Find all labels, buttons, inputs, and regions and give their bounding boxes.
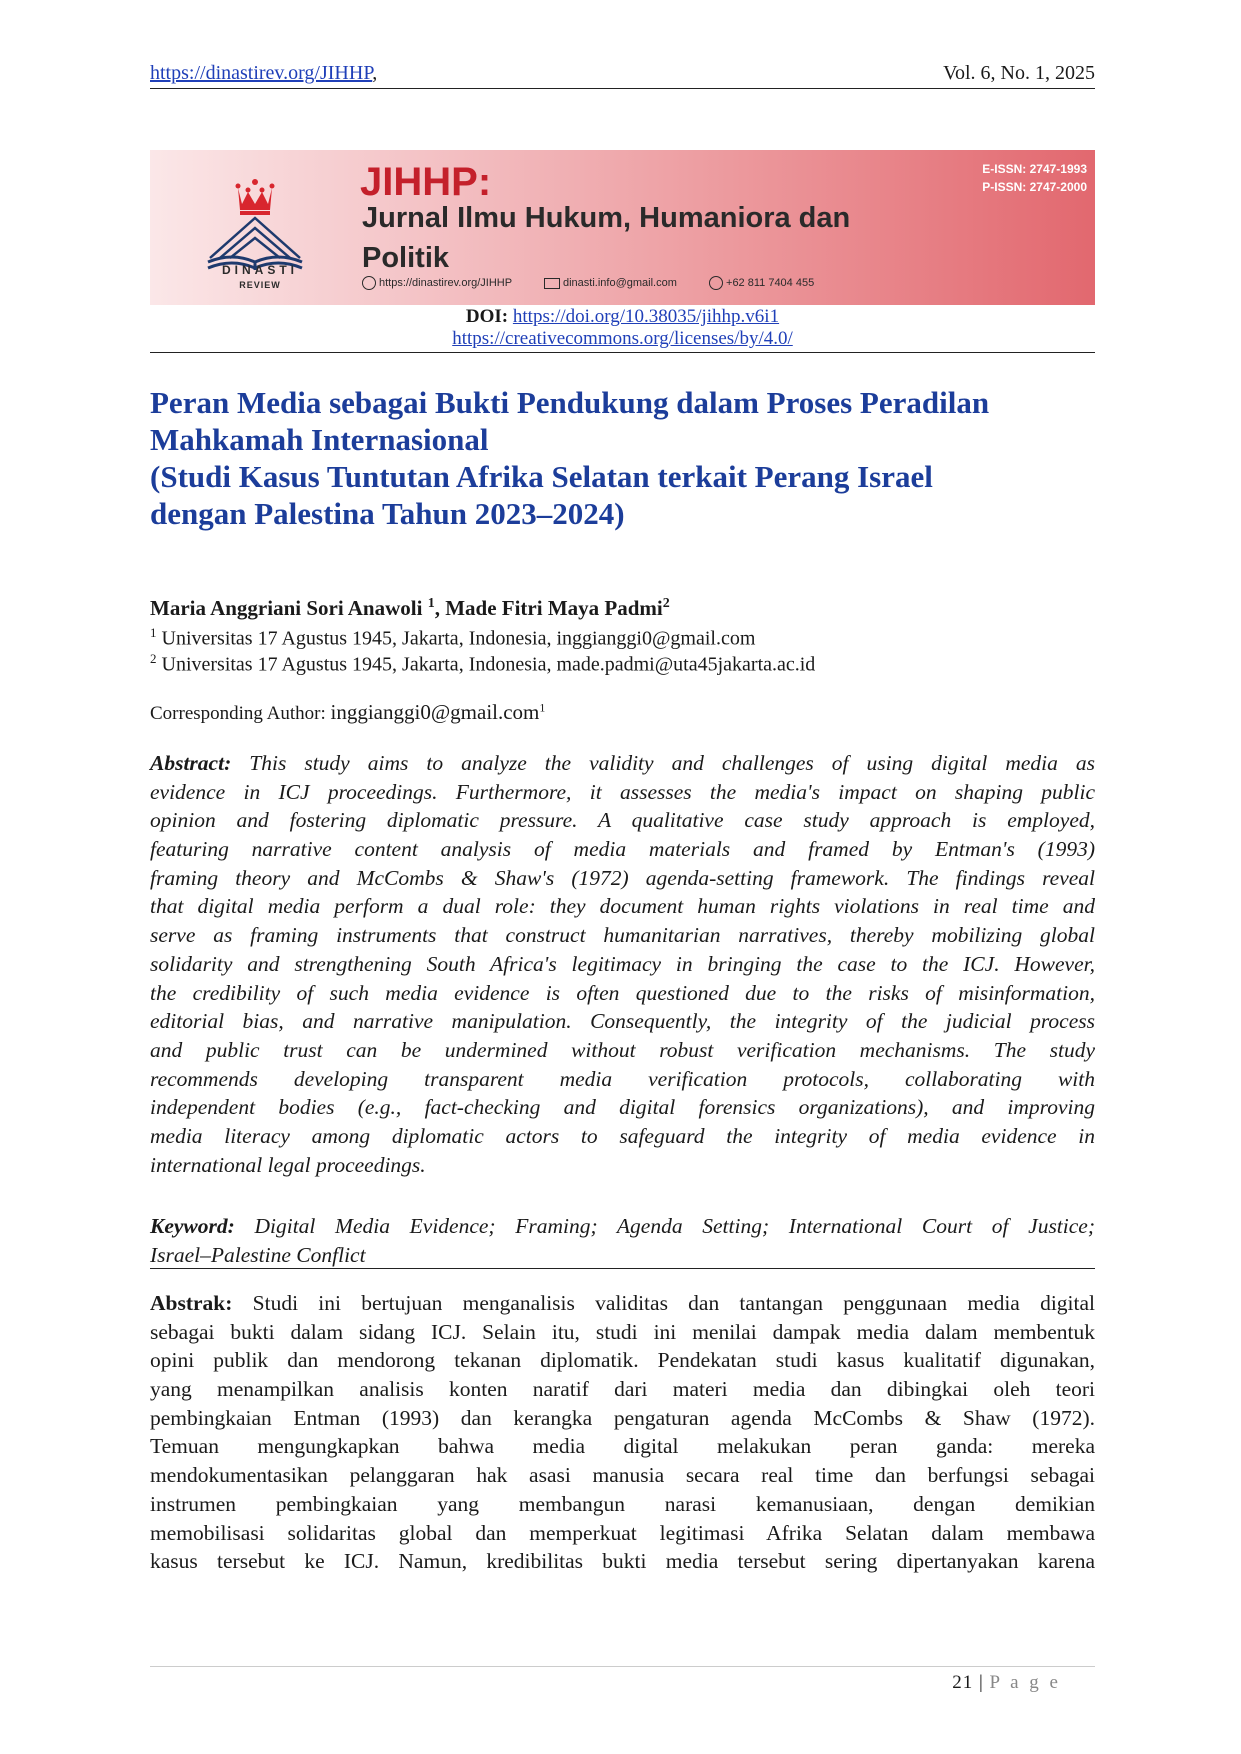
affiliation-text: Universitas 17 Agustus 1945, Jakarta, Indonesia, made.padmi@uta45jakarta.ac.id (161, 653, 816, 676)
abstrak-line: yang menampilkan analisis konten naratif dari materi media dan dibingkai oleh teori (150, 1377, 1095, 1402)
abstract-line: the credibility of such media evidence is often questioned due to the risks of misinformation, (150, 980, 1095, 1005)
phone-text: +62 811 7404 455 (726, 276, 815, 289)
mail-icon (544, 278, 560, 289)
page-label: P a g e (989, 1672, 1061, 1693)
running-header (150, 60, 1095, 89)
doi-divider (150, 352, 1095, 353)
abstract-id (150, 1289, 1095, 1576)
abstract-line: and public trust can be undermined without robust verification mechanisms. The study (150, 1037, 1095, 1062)
journal-url-line (150, 62, 377, 85)
doi-label: DOI: (465, 306, 509, 327)
globe-icon (362, 276, 376, 290)
journal-url-suffix: , (372, 62, 378, 84)
abstrak-text: Studi ini bertujuan menganalisis validitas dan tantangan penggunaan media digital (252, 1291, 1096, 1315)
journal-banner (150, 150, 1095, 305)
issn-block (982, 160, 1087, 196)
abstract-text: This study aims to analyze the validity and challenges of using digital media as (249, 751, 1095, 775)
brand-name: DINASTI (222, 263, 298, 277)
affiliation-sup: 2 (150, 651, 157, 666)
journal-full-name: Jurnal Ilmu Hukum, Humaniora dan Politik (362, 202, 851, 274)
author-list (150, 596, 670, 621)
website-text: https://dinastirev.org/JIHHP (379, 276, 512, 289)
corresponding-label: Corresponding Author: (150, 703, 326, 724)
affiliation-sup: 1 (150, 625, 157, 640)
abstract-line: evidence in ICJ proceedings. Furthermore, it assesses the media's impact on shaping public (150, 779, 1095, 804)
title-line: Mahkamah Internasional (150, 422, 489, 457)
affiliation-text: Universitas 17 Agustus 1945, Jakarta, Indonesia, inggianggi0@gmail.com (161, 627, 756, 650)
title-line: dengan Palestina Tahun 2023–2024) (150, 496, 625, 531)
abstrak-line: opini publik dan mendorong tekanan diplomatik. Pendekatan studi kasus kualitatif digunakan, (150, 1348, 1095, 1373)
title-line: Peran Media sebagai Bukti Pendukung dalam Proses Peradilan (150, 385, 990, 420)
author-sup: 2 (662, 596, 670, 611)
journal-short-name: JIHHP: (360, 160, 492, 204)
footer-divider (150, 1666, 1095, 1667)
paper-title (150, 384, 1095, 532)
abstrak-line: instrumen pembingkaian yang membangun narasi kemanusiaan, dengan demikian (150, 1491, 1095, 1516)
abstract-line: independent bodies (e.g., fact-checking and digital forensics organizations), and improving (150, 1095, 1095, 1120)
abstrak-line: Temuan mengungkapkan bahwa media digital melakukan peran ganda: mereka (150, 1434, 1095, 1459)
title-line: (Studi Kasus Tuntutan Afrika Selatan terkait Perang Israel (150, 459, 933, 494)
abstract-line (150, 749, 1095, 778)
abstract-line: solidarity and strengthening South Africa's legitimacy in bringing the case to the ICJ. However, (150, 951, 1095, 976)
corresponding-sup: 1 (539, 700, 546, 715)
license-line (150, 328, 1095, 350)
abstract-line: opinion and fostering diplomatic pressure. A qualitative case study approach is employed, (150, 808, 1095, 833)
eissn: E-ISSN: 2747-1993 (982, 162, 1087, 176)
author-name: Made Fitri Maya Padmi (445, 596, 663, 620)
pissn: P-ISSN: 2747-2000 (982, 180, 1087, 194)
journal-url-link[interactable]: https://dinastirev.org/JIHHP (150, 62, 373, 84)
keywords-line: Israel–Palestine Conflict (150, 1242, 366, 1267)
abstract-line: recommends developing transparent media verification protocols, collaborating with (150, 1066, 1095, 1091)
keywords-label: Keyword: (150, 1214, 235, 1238)
page-separator: | (973, 1672, 990, 1693)
abstrak-line (150, 1289, 1095, 1318)
abstract-line: editorial bias, and narrative manipulation. Consequently, the integrity of the judicial process (150, 1009, 1095, 1034)
author-separator: , (434, 596, 446, 620)
page-footer (952, 1672, 1061, 1694)
keywords (150, 1212, 1095, 1269)
abstract-line: media literacy among diplomatic actors to safeguard the integrity of media evidence in (150, 1123, 1095, 1148)
license-link[interactable]: https://creativecommons.org/licenses/by/4.0/ (452, 328, 793, 349)
doi-link[interactable]: https://doi.org/10.38035/jihhp.v6i1 (512, 306, 780, 327)
abstract-en (150, 749, 1095, 1179)
author-name: Maria Anggriani Sori Anawoli (150, 596, 423, 620)
affiliation (150, 625, 755, 651)
abstract-line: framing theory and McCombs & Shaw's (1972) agenda-setting framework. The findings reveal (150, 865, 1095, 890)
abstract-line: featuring narrative content analysis of media materials and framed by Entman's (1993) (150, 837, 1095, 862)
email-text: dinasti.info@gmail.com (563, 276, 677, 289)
abstract-label: Abstract: (150, 751, 232, 775)
affiliation (150, 651, 815, 677)
volume-info: Vol. 6, No. 1, 2025 (943, 62, 1095, 84)
abstrak-line: sebagai bukti dalam sidang ICJ. Selain itu, studi ini menilai dampak media dalam membentuk (150, 1319, 1095, 1344)
doi-block (150, 306, 1095, 350)
doi-line (150, 306, 1095, 328)
abstrak-label: Abstrak: (150, 1291, 233, 1315)
abstrak-line: kasus tersebut ke ICJ. Namun, kredibilitas bukti media tersebut sering dipertanyakan karena (150, 1549, 1095, 1574)
corresponding-email: inggianggi0@gmail.com (330, 700, 540, 724)
abstrak-line: pembingkaian Entman (1993) dan kerangka pengaturan agenda McCombs & Shaw (1972). (150, 1405, 1095, 1430)
abstrak-line: memobilisasi solidaritas global dan memperkuat legitimasi Afrika Selatan dalam membawa (150, 1520, 1095, 1545)
brand-subname: REVIEW (239, 280, 281, 290)
whatsapp-icon (709, 276, 723, 290)
contact-line (362, 276, 814, 290)
abstract-line: that digital media perform a dual role: they document human rights violations in real time and (150, 894, 1095, 919)
abstrak-line: mendokumentasikan pelanggaran hak asasi manusia secara real time dan berfungsi sebagai (150, 1463, 1095, 1488)
author-sup: 1 (427, 596, 435, 611)
abstract-line: international legal proceedings. (150, 1152, 426, 1177)
page-number: 21 (952, 1672, 974, 1693)
keywords-line (150, 1212, 1095, 1241)
keywords-divider (150, 1268, 1095, 1269)
corresponding-author (150, 700, 545, 725)
abstract-line: serve as framing instruments that construct humanitarian narratives, thereby mobilizing global (150, 923, 1095, 948)
keywords-text: Digital Media Evidence; Framing; Agenda Setting; International Court of Justice; (254, 1214, 1096, 1238)
